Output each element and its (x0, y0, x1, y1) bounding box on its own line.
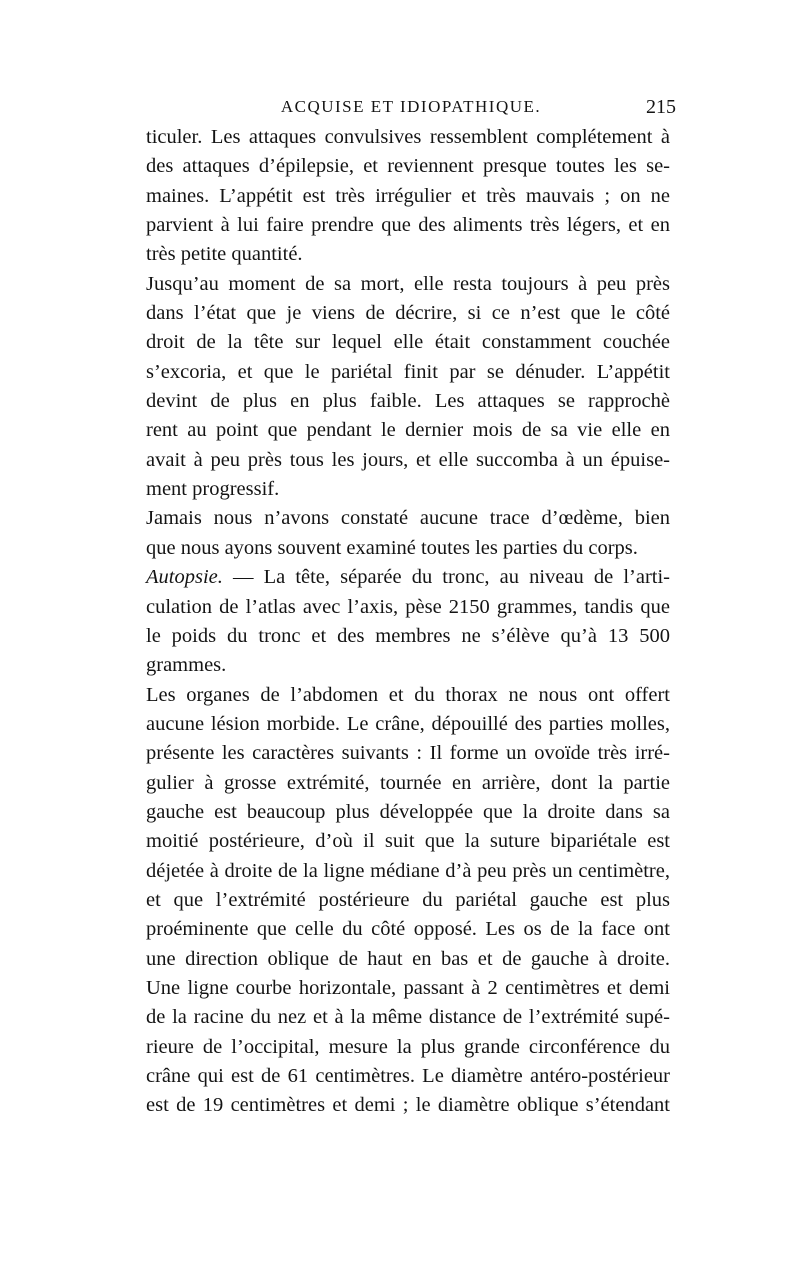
text-line: des attaques d’épilepsie, et reviennent presque toutes les se- (146, 155, 670, 178)
text-line: rieure de l’occipital, mesure la plus grande circonférence du (146, 1035, 670, 1058)
text-line: culation de l’atlas avec l’axis, pèse 2150 grammes, tandis que (146, 595, 670, 618)
page-number: 215 (646, 96, 676, 118)
text-line: gulier à grosse extrémité, tournée en arrière, dont la partie (146, 771, 670, 794)
text-line: que nous ayons souvent examiné toutes les parties du corps. (146, 536, 638, 559)
text-line: Les organes de l’abdomen et du thorax ne nous ont offert (146, 683, 670, 706)
text-line: devint de plus en plus faible. Les attaques se rapprochè (146, 390, 670, 413)
text-line: droit de la tête sur lequel elle était constamment couchée (146, 331, 670, 354)
text-line: s’excoria, et que le pariétal finit par se dénuder. L’appétit (146, 360, 670, 383)
text-line: moitié postérieure, d’où il suit que la suture bipariétale est (146, 830, 670, 853)
body-text (146, 123, 670, 1121)
autopsie-line-rest: — La tête, séparée du tronc, au niveau de l’arti- (232, 566, 670, 589)
running-title: ACQUISE ET IDIOPATHIQUE. (280, 97, 542, 116)
text-line: Jusqu’au moment de sa mort, elle resta toujours à peu près (146, 272, 670, 295)
text-line: très petite quantité. (146, 243, 303, 266)
text-line: gauche est beaucoup plus développée que la droite dans sa (146, 800, 670, 823)
text-line: rent au point que pendant le dernier mois de sa vie elle en (146, 419, 670, 442)
text-line: déjetée à droite de la ligne médiane d’à peu près un centimètre, (146, 859, 670, 882)
text-line: le poids du tronc et des membres ne s’élève qu’à 13 500 (146, 624, 670, 647)
text-line: présente les caractères suivants : Il forme un ovoïde très irré- (146, 742, 670, 765)
text-line: dans l’état que je viens de décrire, si ce n’est que le côté (146, 302, 670, 325)
text-line: grammes. (146, 654, 227, 677)
text-line: est de 19 centimètres et demi ; le diamètre oblique s’étendant (146, 1094, 670, 1117)
autopsie-heading: Autopsie. (146, 566, 223, 589)
text-line: maines. L’appétit est très irrégulier et très mauvais ; on ne (146, 184, 670, 207)
text-line: crâne qui est de 61 centimètres. Le diamètre antéro-postérieur (146, 1065, 670, 1087)
text-line: ment progressif. (146, 478, 280, 501)
text-line: Une ligne courbe horizontale, passant à 2 centimètres et demi (146, 976, 670, 999)
text-line: ticuler. Les attaques convulsives ressemblent complétement à (146, 126, 670, 148)
text-line: proéminente que celle du côté opposé. Les os de la face ont (146, 918, 670, 941)
text-line-autopsie (146, 563, 670, 592)
text-line: une direction oblique de haut en bas et de gauche à droite. (146, 947, 670, 970)
running-head (146, 92, 676, 122)
text-line: parvient à lui faire prendre que des aliments très légers, et en (146, 214, 670, 237)
text-line: aucune lésion morbide. Le crâne, dépouillé des parties molles, (146, 712, 670, 735)
text-line: Jamais nous n’avons constaté aucune trace d’œdème, bien (146, 507, 670, 530)
text-line: et que l’extrémité postérieure du pariétal gauche est plus (146, 888, 670, 911)
text-line: avait à peu près tous les jours, et elle succomba à un épuise- (146, 448, 670, 471)
text-line: de la racine du nez et à la même distance de l’extrémité supé- (146, 1006, 670, 1029)
